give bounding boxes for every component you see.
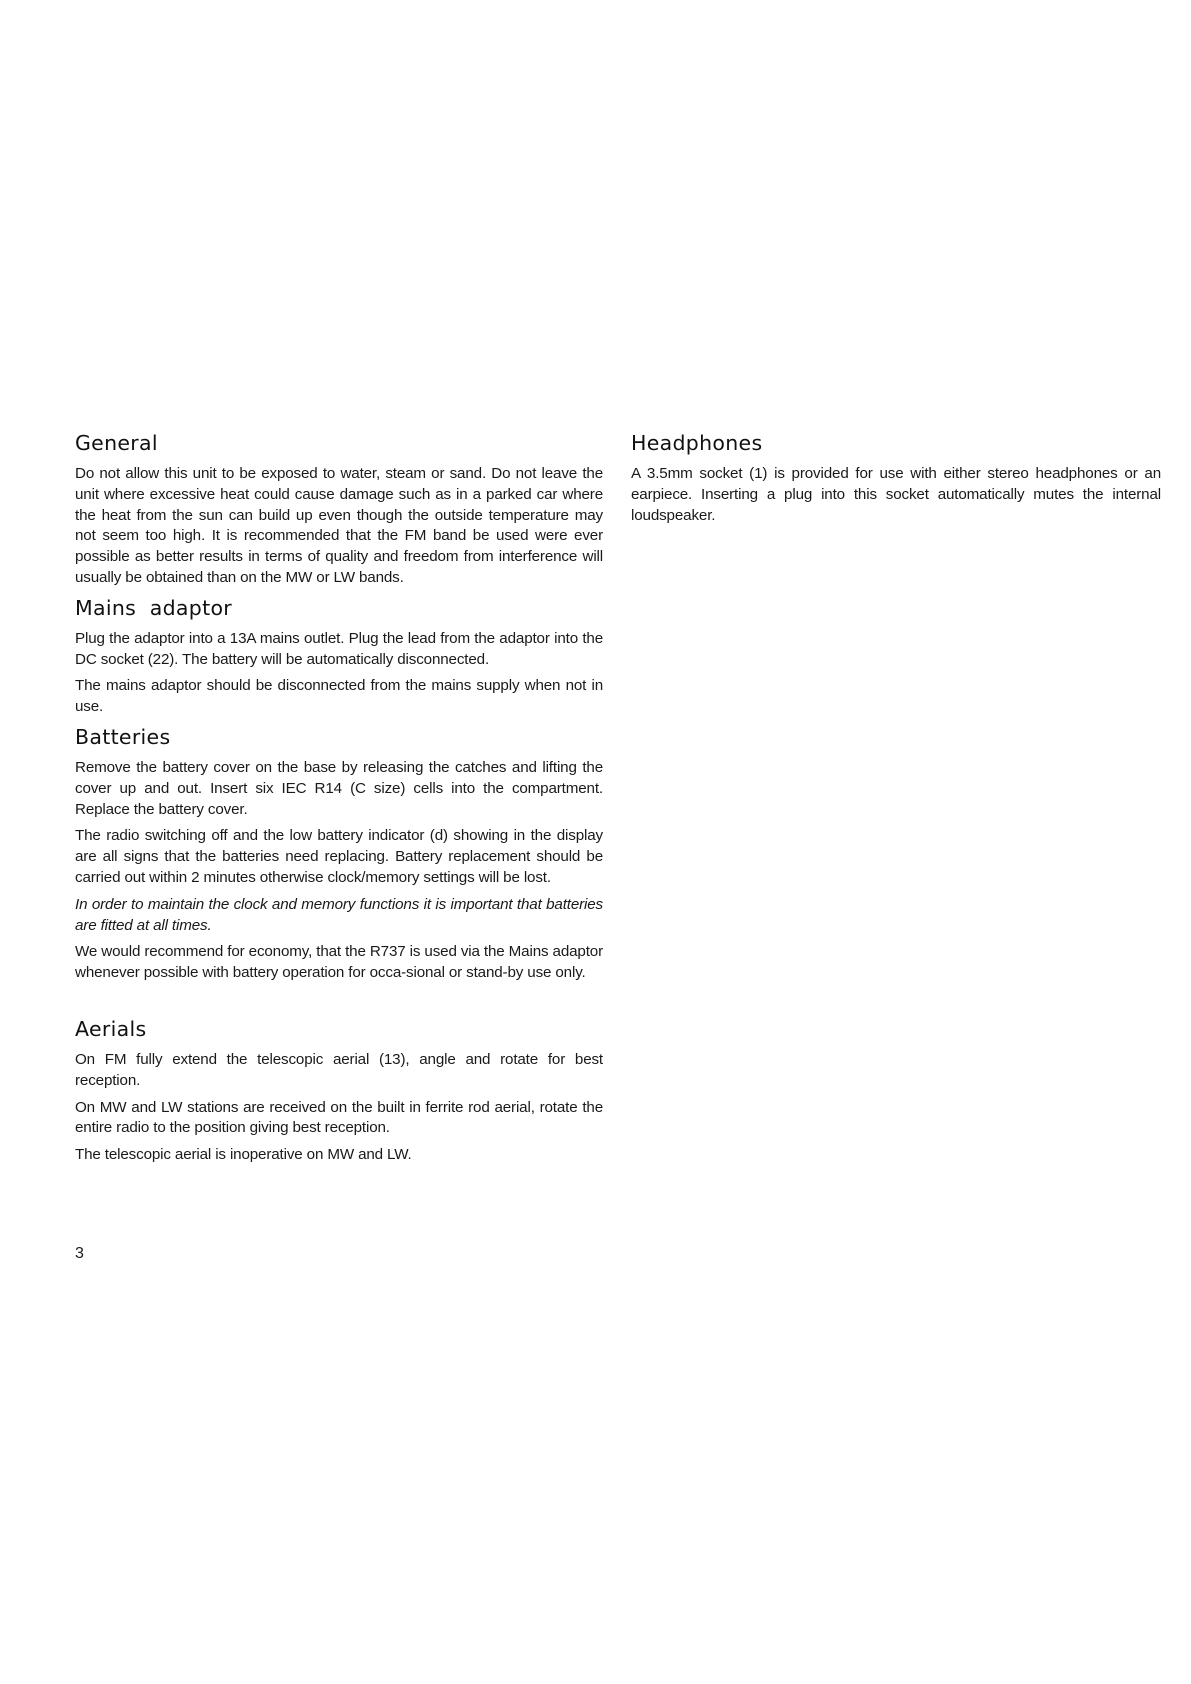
headphones-heading: Headphones (631, 431, 763, 455)
left-column (75, 430, 603, 1172)
aerials-paragraph-3: The telescopic aerial is inoperative on MW and LW. (75, 1146, 412, 1164)
batteries-paragraph-1: Remove the battery cover on the base by releasing the catches and lifting the cover up and out. Insert six IEC R14 (C size) cells into the compartment. Replace the battery cover. (75, 758, 603, 818)
batteries-note: In order to maintain the clock and memory functions it is important that batteries are fitted at all times. (75, 895, 603, 934)
mains-adaptor-paragraph-2: The mains adaptor should be disconnected from the mains supply when not in use. (75, 677, 603, 716)
section-mains-adaptor (75, 595, 603, 718)
general-paragraph: Do not allow this unit to be exposed to water, steam or sand. Do not leave the unit where excessive heat could cause damage such as in a parked car where the heat from the sun can build up even though the outside temperature may not seem too high. It is recommended that the FM band be used were ever possible as better results in terms of quality and freedom from interference will usually be obtained than on the MW or LW bands. (75, 465, 603, 586)
batteries-paragraph-2: The radio switching off and the low battery indicator (d) showing in the display are all signs that the batteries need replacing. Battery replacement should be carried out within 2 minutes otherwise clock/memory settings will be lost. (75, 827, 603, 886)
aerials-heading: Aerials (75, 1016, 147, 1041)
section-batteries (75, 724, 603, 984)
mains-adaptor-heading: Mains adaptor (75, 595, 233, 620)
section-general (75, 430, 603, 589)
headphones-paragraph: A 3.5mm socket (1) is provided for use with either stereo headphones or an earpiece. Inserting a plug into this socket automatically mutes the internal loudspeaker. (631, 465, 1161, 524)
batteries-paragraph-4: We would recommend for economy, that the R737 is used via the Mains adaptor whenever possible with battery operation for occa-sional or stand-by use only. (75, 943, 603, 982)
aerials-paragraph-1: On FM fully extend the telescopic aerial (13), angle and rotate for best reception. (75, 1050, 603, 1089)
aerials-paragraph-2: On MW and LW stations are received on the built in ferrite rod aerial, rotate the entire radio to the position giving best reception. (75, 1098, 603, 1137)
batteries-heading: Batteries (75, 724, 171, 749)
section-aerials (75, 1016, 603, 1166)
right-column (631, 430, 1161, 532)
page-number: 3 (75, 1245, 84, 1262)
general-heading: General (75, 431, 158, 455)
mains-adaptor-paragraph-1: Plug the adaptor into a 13A mains outlet. Plug the lead from the adaptor into the DC socket (22). The battery will be automatically disconnected. (75, 629, 603, 668)
section-headphones (631, 430, 1161, 526)
